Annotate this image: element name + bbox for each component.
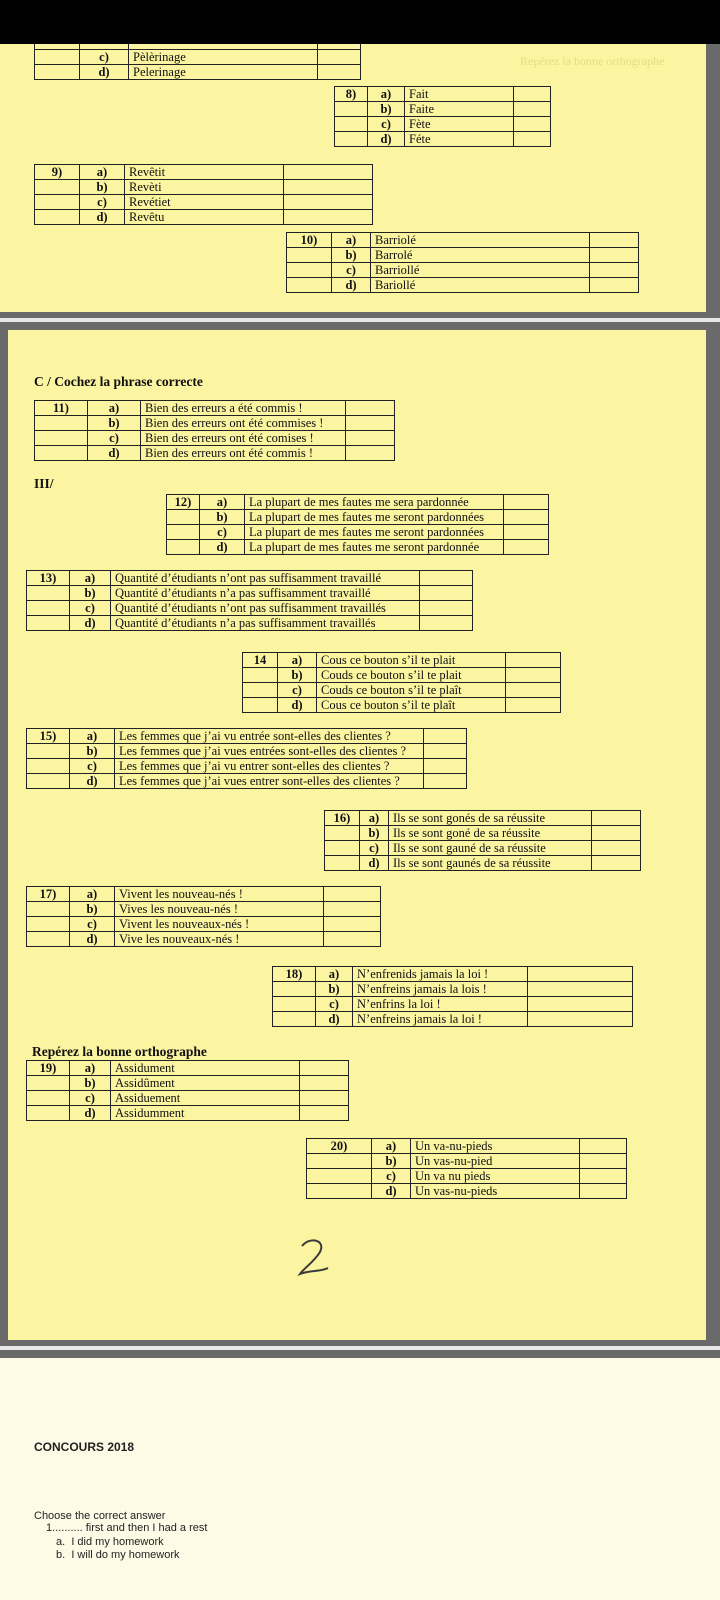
option-text: Revêtu (125, 210, 284, 225)
option-text: Ils se sont gonés de sa réussite (389, 811, 592, 826)
option-letter: d) (332, 278, 371, 293)
option-text: Bien des erreurs ont été commis ! (141, 446, 346, 461)
option-text: Revétiet (125, 195, 284, 210)
option-letter: b) (316, 982, 353, 997)
option-text: Quantité d’étudiants n’ont pas suffisamment travaillés (111, 601, 420, 616)
handwritten-page-mark-icon (294, 1234, 334, 1280)
option-text: Quantité d’étudiants n’a pas suffisamment travaillés (111, 616, 420, 631)
option-letter: a) (360, 811, 389, 826)
answer-box[interactable] (506, 698, 561, 713)
option-text: Couds ce bouton s’il te plaît (317, 683, 506, 698)
option-letter: c) (372, 1169, 411, 1184)
option-text: N’enfreins jamais la loi ! (353, 1012, 528, 1027)
question-number: 12) (167, 495, 200, 510)
page-separator (0, 1346, 720, 1350)
option-letter: b) (278, 668, 317, 683)
answer-box[interactable] (528, 1012, 633, 1027)
question-8-table (334, 86, 551, 147)
answer-box[interactable] (324, 917, 381, 932)
question-number: 8) (335, 87, 368, 102)
option-letter: c) (70, 1091, 111, 1106)
question-number: 15) (27, 729, 70, 744)
option-letter: d) (360, 856, 389, 871)
option-text: N’enfreins jamais la lois ! (353, 982, 528, 997)
answer-box[interactable] (346, 431, 395, 446)
option-letter: d) (80, 210, 125, 225)
page-title: CONCOURS 2018 (34, 1440, 135, 1454)
answer-box[interactable] (420, 571, 473, 586)
option-text: Couds ce bouton s’il te plait (317, 668, 506, 683)
option-text: Un va nu pieds (411, 1169, 580, 1184)
question-14-table (242, 652, 561, 713)
question-11-table (34, 400, 395, 461)
answer-box[interactable] (300, 1061, 349, 1076)
question-10-table (286, 232, 639, 293)
question-number: 20) (307, 1139, 372, 1154)
option-text: Pelerinage (129, 65, 318, 80)
option-letter: d) (372, 1184, 411, 1199)
answer-box[interactable] (346, 401, 395, 416)
question-number: 10) (287, 233, 332, 248)
answer-box[interactable] (424, 759, 467, 774)
option-text: Cous ce bouton s’il te plait (317, 653, 506, 668)
option-text: Ils se sont gaunés de sa réussite (389, 856, 592, 871)
section-title: C / Cochez la phrase correcte (34, 374, 203, 389)
option-letter: b) (88, 416, 141, 431)
option-text: Bariollé (371, 278, 590, 293)
option-letter: b) (368, 102, 405, 117)
answer-box[interactable] (504, 540, 549, 555)
option-text: N’enfrenids jamais la loi ! (353, 967, 528, 982)
answer-box[interactable] (590, 278, 639, 293)
answer-box[interactable] (346, 446, 395, 461)
option-text: Les femmes que j’ai vues entrées sont-elles des clientes ? (115, 744, 424, 759)
option-letter: c) (80, 50, 129, 65)
option-text: Ils se sont goné de sa réussite (389, 826, 592, 841)
option-letter: c) (70, 917, 115, 932)
option-text: Assidumment (111, 1106, 300, 1121)
answer-box[interactable] (284, 180, 373, 195)
option-text: Assidument (111, 1061, 300, 1076)
question-18-table (272, 966, 633, 1027)
top-black-bar (0, 0, 720, 44)
question-number: 9) (35, 165, 80, 180)
option-text: La plupart de mes fautes me seront pardonnée (245, 540, 504, 555)
answer-box[interactable] (514, 87, 551, 102)
answer-box[interactable] (506, 683, 561, 698)
option-text: Barrolé (371, 248, 590, 263)
option-row[interactable] (56, 1536, 164, 1548)
option-letter: b) (360, 826, 389, 841)
answer-box[interactable] (284, 165, 373, 180)
answer-box[interactable] (424, 744, 467, 759)
option-letter: c) (80, 195, 125, 210)
option-letter: d) (88, 446, 141, 461)
option-text: Vive les nouveaux-nés ! (115, 932, 324, 947)
answer-box[interactable] (590, 248, 639, 263)
question-16-table (324, 810, 641, 871)
option-letter: d) (368, 132, 405, 147)
option-letter: a) (368, 87, 405, 102)
answer-box[interactable] (590, 263, 639, 278)
answer-box[interactable] (300, 1091, 349, 1106)
option-letter: c) (368, 117, 405, 132)
answer-box[interactable] (318, 50, 361, 65)
option-text: Vives les nouveau-nés ! (115, 902, 324, 917)
answer-box[interactable] (424, 729, 467, 744)
answer-box[interactable] (420, 601, 473, 616)
answer-box[interactable] (528, 982, 633, 997)
option-letter: b) (70, 1076, 111, 1091)
option-letter: a) (200, 495, 245, 510)
question-number: 17) (27, 887, 70, 902)
option-letter: a) (70, 887, 115, 902)
option-letter: d) (70, 774, 115, 789)
option-text: Un vas-nu-pieds (411, 1184, 580, 1199)
answer-box[interactable] (590, 233, 639, 248)
option-letter: a. (56, 1536, 66, 1548)
option-letter: c) (200, 525, 245, 540)
option-letter: c) (316, 997, 353, 1012)
option-text: Quantité d’étudiants n’a pas suffisamment travaillé (111, 586, 420, 601)
option-letter: b) (70, 902, 115, 917)
option-text: Bien des erreurs ont été commises ! (141, 416, 346, 431)
answer-box[interactable] (580, 1169, 627, 1184)
answer-box[interactable] (514, 132, 551, 147)
option-row[interactable] (56, 1549, 180, 1561)
question-19-table (26, 1060, 349, 1121)
exam-page-2 (8, 330, 706, 1340)
option-text: Fait (405, 87, 514, 102)
answer-box[interactable] (580, 1154, 627, 1169)
option-text: Bien des erreurs a été commis ! (141, 401, 346, 416)
answer-box[interactable] (504, 525, 549, 540)
question-text: 1.......... first and then I had a rest (46, 1522, 208, 1534)
option-letter: b) (332, 248, 371, 263)
question-15-table (26, 728, 467, 789)
answer-box[interactable] (514, 117, 551, 132)
option-text: N’enfrins la loi ! (353, 997, 528, 1012)
option-letter: b) (70, 744, 115, 759)
answer-box[interactable] (580, 1139, 627, 1154)
option-text: I will do my homework (71, 1549, 180, 1561)
option-text: Assidûment (111, 1076, 300, 1091)
option-letter: d) (316, 1012, 353, 1027)
answer-box[interactable] (504, 495, 549, 510)
answer-box[interactable] (284, 195, 373, 210)
answer-box[interactable] (324, 887, 381, 902)
option-letter: c) (278, 683, 317, 698)
option-letter: d) (70, 1106, 111, 1121)
option-letter: c) (88, 431, 141, 446)
question-number: 18) (273, 967, 316, 982)
section-title: III/ (34, 476, 54, 491)
question-number: 19) (27, 1061, 70, 1076)
option-text: Revèti (125, 180, 284, 195)
option-letter: c) (70, 759, 115, 774)
answer-box[interactable] (284, 210, 373, 225)
answer-box[interactable] (300, 1106, 349, 1121)
option-text: Assiduement (111, 1091, 300, 1106)
bleed-through-text: Repérez la bonne orthographe (520, 54, 665, 68)
option-letter: d) (80, 65, 129, 80)
answer-box[interactable] (300, 1076, 349, 1091)
section-title: Repérez la bonne orthographe (32, 1044, 207, 1059)
instruction-text: Choose the correct answer (34, 1510, 166, 1522)
answer-box[interactable] (324, 902, 381, 917)
option-letter: c) (360, 841, 389, 856)
answer-box[interactable] (592, 841, 641, 856)
option-text: Barriolé (371, 233, 590, 248)
option-text: Les femmes que j’ai vu entrer sont-elles des clientes ? (115, 759, 424, 774)
option-letter: b) (80, 180, 125, 195)
answer-box[interactable] (504, 510, 549, 525)
question-number: 13) (27, 571, 70, 586)
answer-box[interactable] (506, 668, 561, 683)
question-12-table (166, 494, 549, 555)
option-text: Vivent les nouveau-nés ! (115, 887, 324, 902)
question-7-table (34, 44, 361, 80)
option-letter: a) (372, 1139, 411, 1154)
answer-box[interactable] (592, 856, 641, 871)
option-text: La plupart de mes fautes me seront pardonnées (245, 525, 504, 540)
option-letter: b) (372, 1154, 411, 1169)
page-separator (0, 318, 720, 322)
answer-box[interactable] (324, 932, 381, 947)
option-text: Vivent les nouveaux-nés ! (115, 917, 324, 932)
option-text: Barriollé (371, 263, 590, 278)
option-text: Les femmes que j’ai vu entrée sont-elles des clientes ? (115, 729, 424, 744)
question-20-table (306, 1138, 627, 1199)
option-text: La plupart de mes fautes me seront pardonnées (245, 510, 504, 525)
option-text: Un va-nu-pieds (411, 1139, 580, 1154)
answer-box[interactable] (580, 1184, 627, 1199)
option-text: Bien des erreurs ont été comises ! (141, 431, 346, 446)
option-letter: d) (200, 540, 245, 555)
option-letter: a) (332, 233, 371, 248)
answer-box[interactable] (528, 997, 633, 1012)
option-text: Pèlèrinage (129, 50, 318, 65)
option-letter: d) (70, 616, 111, 631)
question-number: 14 (243, 653, 278, 668)
option-letter: d) (70, 932, 115, 947)
answer-box[interactable] (592, 826, 641, 841)
option-text: Ils se sont gauné de sa réussite (389, 841, 592, 856)
option-letter: a) (70, 729, 115, 744)
question-9-table (34, 164, 373, 225)
option-text: Les femmes que j’ai vues entrer sont-elles des clientes ? (115, 774, 424, 789)
exam-page-1 (0, 44, 706, 312)
option-text: Féte (405, 132, 514, 147)
question-number: 16) (325, 811, 360, 826)
question-17-table (26, 886, 381, 947)
answer-box[interactable] (420, 616, 473, 631)
option-text: Un vas-nu-pied (411, 1154, 580, 1169)
option-text: La plupart de mes fautes me sera pardonnée (245, 495, 504, 510)
question-number: 11) (35, 401, 88, 416)
option-letter: d) (278, 698, 317, 713)
answer-box[interactable] (506, 653, 561, 668)
option-letter: c) (332, 263, 371, 278)
option-letter: a) (316, 967, 353, 982)
answer-box[interactable] (592, 811, 641, 826)
answer-box[interactable] (346, 416, 395, 431)
answer-box[interactable] (514, 102, 551, 117)
option-letter: c) (70, 601, 111, 616)
answer-box[interactable] (318, 65, 361, 80)
option-text: Revêtit (125, 165, 284, 180)
answer-box[interactable] (424, 774, 467, 789)
option-letter: b. (56, 1549, 66, 1561)
option-letter: b) (200, 510, 245, 525)
option-letter: a) (70, 571, 111, 586)
option-text: Fète (405, 117, 514, 132)
option-letter: a) (80, 165, 125, 180)
option-letter: a) (70, 1061, 111, 1076)
option-text: I did my homework (71, 1536, 164, 1548)
answer-box[interactable] (528, 967, 633, 982)
exam-page-3 (0, 1358, 720, 1600)
question-13-table (26, 570, 473, 631)
option-row[interactable] (35, 65, 361, 80)
option-row[interactable] (35, 50, 361, 65)
option-text: Cous ce bouton s’il te plaît (317, 698, 506, 713)
answer-box[interactable] (420, 586, 473, 601)
option-letter: b) (70, 586, 111, 601)
option-text: Quantité d’étudiants n’ont pas suffisamment travaillé (111, 571, 420, 586)
option-letter: a) (278, 653, 317, 668)
option-letter: a) (88, 401, 141, 416)
option-text: Faite (405, 102, 514, 117)
